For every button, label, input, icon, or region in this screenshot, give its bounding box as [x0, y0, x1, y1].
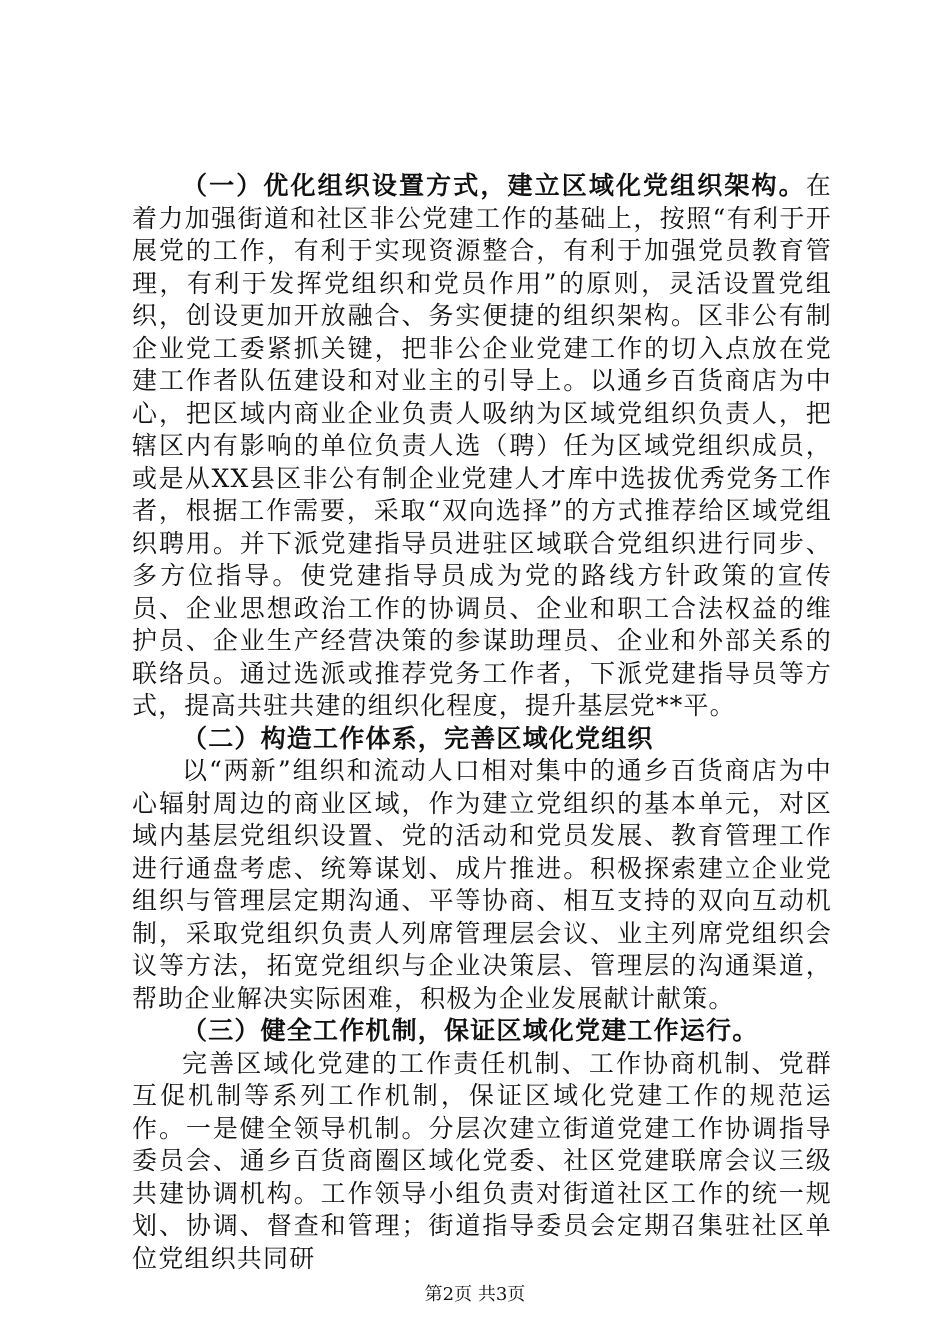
section-2-heading: （二）构造工作体系，完善区域化党组织: [182, 723, 654, 753]
section-2-text: 以“两新”组织和流动人口相对集中的通乡百货商店为中心辐射周边的商业区域，作为建立党组织的基本单元，对区域内基层党组织设置、党的活动和党员发展、教育管理工作进行通盘考虑、统筹谋划、成片推进。积极探索建立企业党组织与管理层定期沟通、平等协商、相互支持的双向互动机制，采取党组织负责人列席管理层会议、业主列席党组织会议等方法，拓宽党组织与企业决策层、管理层的沟通渠道，帮助企业解决实际困难，积极为企业发展献计献策。: [132, 756, 832, 1013]
page-number-footer: 第2页 共3页: [424, 1284, 526, 1305]
section-1-heading: （一）优化组织设置方式，建立区域化党组织架构。: [182, 171, 806, 200]
section-3-heading: （三）健全工作机制，保证区域化党建工作运行。: [182, 1016, 759, 1045]
section-3-text: 完善区域化党建的工作责任机制、工作协商机制、党群互促机制等系列工作机制，保证区域化党建工作的规范运作。一是健全领导机制。分层次建立街道党建工作协调指导委员会、通乡百货商圈区域化党委、社区党建联席会议三级共建协调机构。工作领导小组负责对街道社区工作的统一规划、协调、督查和管理；街道指导委员会定期召集驻社区单位党组织共同研: [132, 1048, 832, 1273]
document-body: [132, 170, 832, 1275]
section-1-paragraph: [132, 170, 832, 723]
section-1-text: 在着力加强街道和社区非公党建工作的基础上，按照“有利于开展党的工作，有利于实现资源整合，有利于加强党员教育管理，有利于发挥党组织和党员作用”的原则，灵活设置党组织，创设更加开放融合、务实便捷的组织架构。区非公有制企业党工委紧抓关键，把非公企业党建工作的切入点放在党建工作者队伍建设和对业主的引导上。以通乡百货商店为中心，把区域内商业企业负责人吸纳为区域党组织负责人，把辖区内有影响的单位负责人选（聘）任为区域党组织成员，或是从XX县区非公有制企业党建人才库中选拔优秀党务工作者，根据工作需要，采取“双向选择”的方式推荐给区域党组织聘用。并下派党建指导员进驻区域联合党组织进行同步、多方位指导。使党建指导员成为党的路线方针政策的宣传员、企业思想政治工作的协调员、企业和职工合法权益的维护员、企业生产经营决策的参谋助理员、企业和外部关系的联络员。通过选派或推荐党务工作者，下派党建指导员等方式，提高共驻共建的组织化程度，提升基层党**平。: [132, 171, 832, 720]
